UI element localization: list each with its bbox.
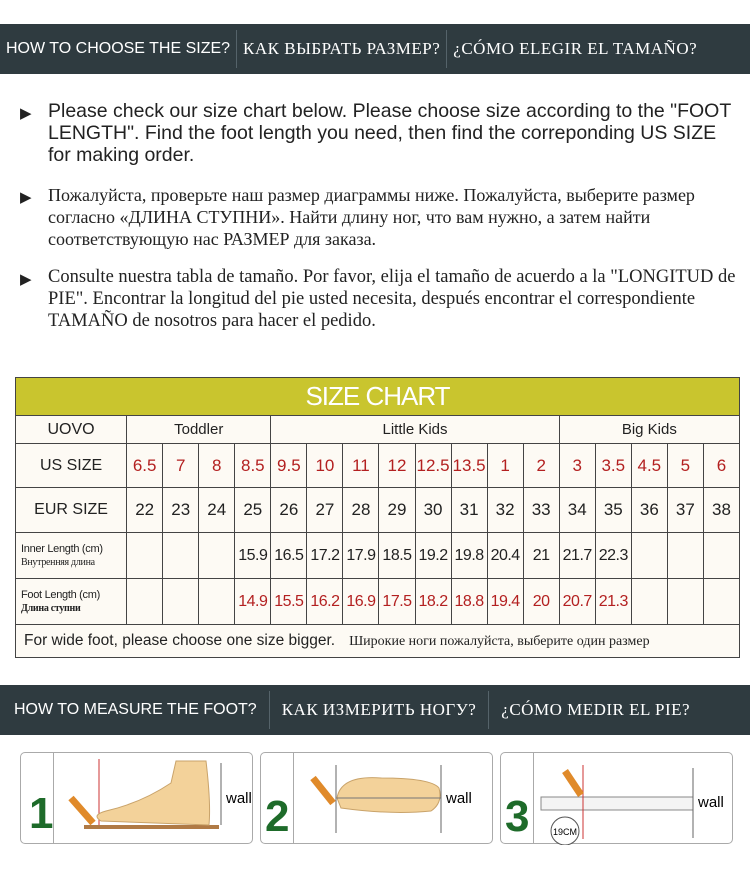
group-header: Toddler [127,416,271,444]
inner-length-cell [163,533,199,579]
inner-length-cell: 21 [523,533,559,579]
foot-length-cell: 20.7 [559,579,595,625]
eur-size-cell: 38 [703,488,739,533]
divider [236,30,237,68]
eur-size-cell: 27 [307,488,343,533]
us-size-cell: 12.5 [415,444,451,488]
inner-length-cell: 22.3 [595,533,631,579]
group-header: Little Kids [271,416,559,444]
wall-label: wall [226,790,252,807]
eur-size-cell: 24 [199,488,235,533]
instruction-text: Пожалуйста, проверьте наш размер диаграммы ниже. Пожалуйста, выберите размер согласно «ДЛИНА СТУПНИ». Найти длину ног, что вам нужно, а затем найти соответствующую нас РАЗМЕР для заказа. [48,185,695,249]
us-size-cell: 4.5 [631,444,667,488]
us-size-cell: 3 [559,444,595,488]
inner-length-cell: 18.5 [379,533,415,579]
eur-size-cell: 35 [595,488,631,533]
foot-length-cell [163,579,199,625]
note-en: For wide foot, please choose one size bigger. [24,632,336,649]
label-en: Inner Length (cm) [21,542,103,555]
inner-length-cell: 19.8 [451,533,487,579]
triangle-bullet-icon: ▶ [20,272,32,288]
eur-size-cell: 25 [235,488,271,533]
step-number: 1 [29,789,54,838]
how-to-measure-header [0,685,750,735]
eur-size-cell: 34 [559,488,595,533]
measurement-label: 19CM [553,827,578,837]
eur-size-cell: 29 [379,488,415,533]
measure-step-1 [20,752,253,844]
step-number: 3 [505,792,530,841]
us-size-cell: 2 [523,444,559,488]
us-size-cell: 9.5 [271,444,307,488]
header-en: HOW TO CHOOSE THE SIZE? [6,40,231,57]
triangle-bullet-icon: ▶ [20,190,32,206]
measure-step-3 [500,752,733,844]
eur-size-label: EUR SIZE [16,488,127,533]
label-ru: Длина ступни [21,602,81,614]
foot-length-label [16,579,127,625]
header-es: ¿CÓMO ELEGIR EL TAMAÑO? [453,39,698,58]
foot-length-cell: 14.9 [235,579,271,625]
ruler-illustration [501,753,734,845]
eur-size-cell: 32 [487,488,523,533]
foot-top-illustration [261,753,494,845]
foot-length-cell [127,579,163,625]
foot-length-cell [667,579,703,625]
wall-label: wall [446,790,472,807]
eur-size-cell: 33 [523,488,559,533]
label-en: Foot Length (cm) [21,588,100,601]
us-size-cell: 7 [163,444,199,488]
us-size-cell: 8 [199,444,235,488]
inner-length-cell: 16.5 [271,533,307,579]
foot-side-illustration [21,753,254,845]
foot-length-cell [631,579,667,625]
divider [446,30,447,68]
us-size-cell: 6.5 [127,444,163,488]
inner-length-cell: 17.9 [343,533,379,579]
step-number: 2 [265,792,290,841]
inner-length-label [16,533,127,579]
instruction-text: Consulte nuestra tabla de tamaño. Por favor, elija el tamaño de acuerdo a la "LONGITUD de PIE". Encontrar la longitud del pie usted necesita, después encontrar el correspondiente TAMAÑO de nosotros para hacer el pedido. [48,267,736,331]
note-ru: Широкие ноги пожалуйста, выберите один размер [349,634,650,649]
foot-length-cell: 21.3 [595,579,631,625]
us-size-cell: 6 [703,444,739,488]
foot-length-cell: 16.9 [343,579,379,625]
header-en: HOW TO MEASURE THE FOOT? [14,701,257,718]
measure-step-2 [260,752,493,844]
instruction-en [20,100,740,166]
us-size-cell: 1 [487,444,523,488]
eur-size-cell: 22 [127,488,163,533]
divider [269,691,270,729]
foot-length-cell: 19.4 [487,579,523,625]
foot-length-cell: 18.8 [451,579,487,625]
inner-length-cell [127,533,163,579]
label-ru: Внутренняя длина [21,556,95,568]
eur-size-cell: 26 [271,488,307,533]
wall-label: wall [698,794,724,811]
inner-length-cell: 17.2 [307,533,343,579]
inner-length-cell [703,533,739,579]
eur-size-cell: 23 [163,488,199,533]
inner-length-cell [667,533,703,579]
divider [488,691,489,729]
inner-length-cell: 19.2 [415,533,451,579]
inner-length-cell [631,533,667,579]
us-size-cell: 13.5 [451,444,487,488]
foot-length-cell: 20 [523,579,559,625]
foot-length-cell: 18.2 [415,579,451,625]
us-size-cell: 5 [667,444,703,488]
foot-length-cell [199,579,235,625]
brand-label: UOVO [16,416,127,444]
us-size-cell: 11 [343,444,379,488]
eur-size-cell: 31 [451,488,487,533]
inner-length-cell: 15.9 [235,533,271,579]
instruction-es [20,266,740,332]
header-ru: КАК ИЗМЕРИТЬ НОГУ? [281,700,477,719]
us-size-cell: 10 [307,444,343,488]
header-es: ¿CÓMO MEDIR EL PIE? [501,700,691,719]
how-to-choose-header [0,24,750,74]
us-size-cell: 8.5 [235,444,271,488]
triangle-bullet-icon: ▶ [20,105,32,122]
inner-length-cell: 21.7 [559,533,595,579]
us-size-cell: 12 [379,444,415,488]
foot-length-cell: 17.5 [379,579,415,625]
instruction-ru [20,184,740,250]
eur-size-cell: 37 [667,488,703,533]
eur-size-cell: 36 [631,488,667,533]
foot-length-cell [703,579,739,625]
inner-length-cell: 20.4 [487,533,523,579]
eur-size-cell: 28 [343,488,379,533]
us-size-cell: 3.5 [595,444,631,488]
us-size-label: US SIZE [16,444,127,488]
size-chart-table [15,377,740,658]
inner-length-cell [199,533,235,579]
instruction-text: Please check our size chart below. Please choose size according to the "FOOT LENGTH". Find the foot length you need, then find the correponding US SIZE for making order. [48,100,731,166]
group-header: Big Kids [559,416,739,444]
foot-length-cell: 15.5 [271,579,307,625]
chart-title: SIZE CHART [16,378,740,416]
header-ru: КАК ВЫБРАТЬ РАЗМЕР? [243,39,441,58]
foot-length-cell: 16.2 [307,579,343,625]
eur-size-cell: 30 [415,488,451,533]
wide-foot-note [16,625,740,658]
